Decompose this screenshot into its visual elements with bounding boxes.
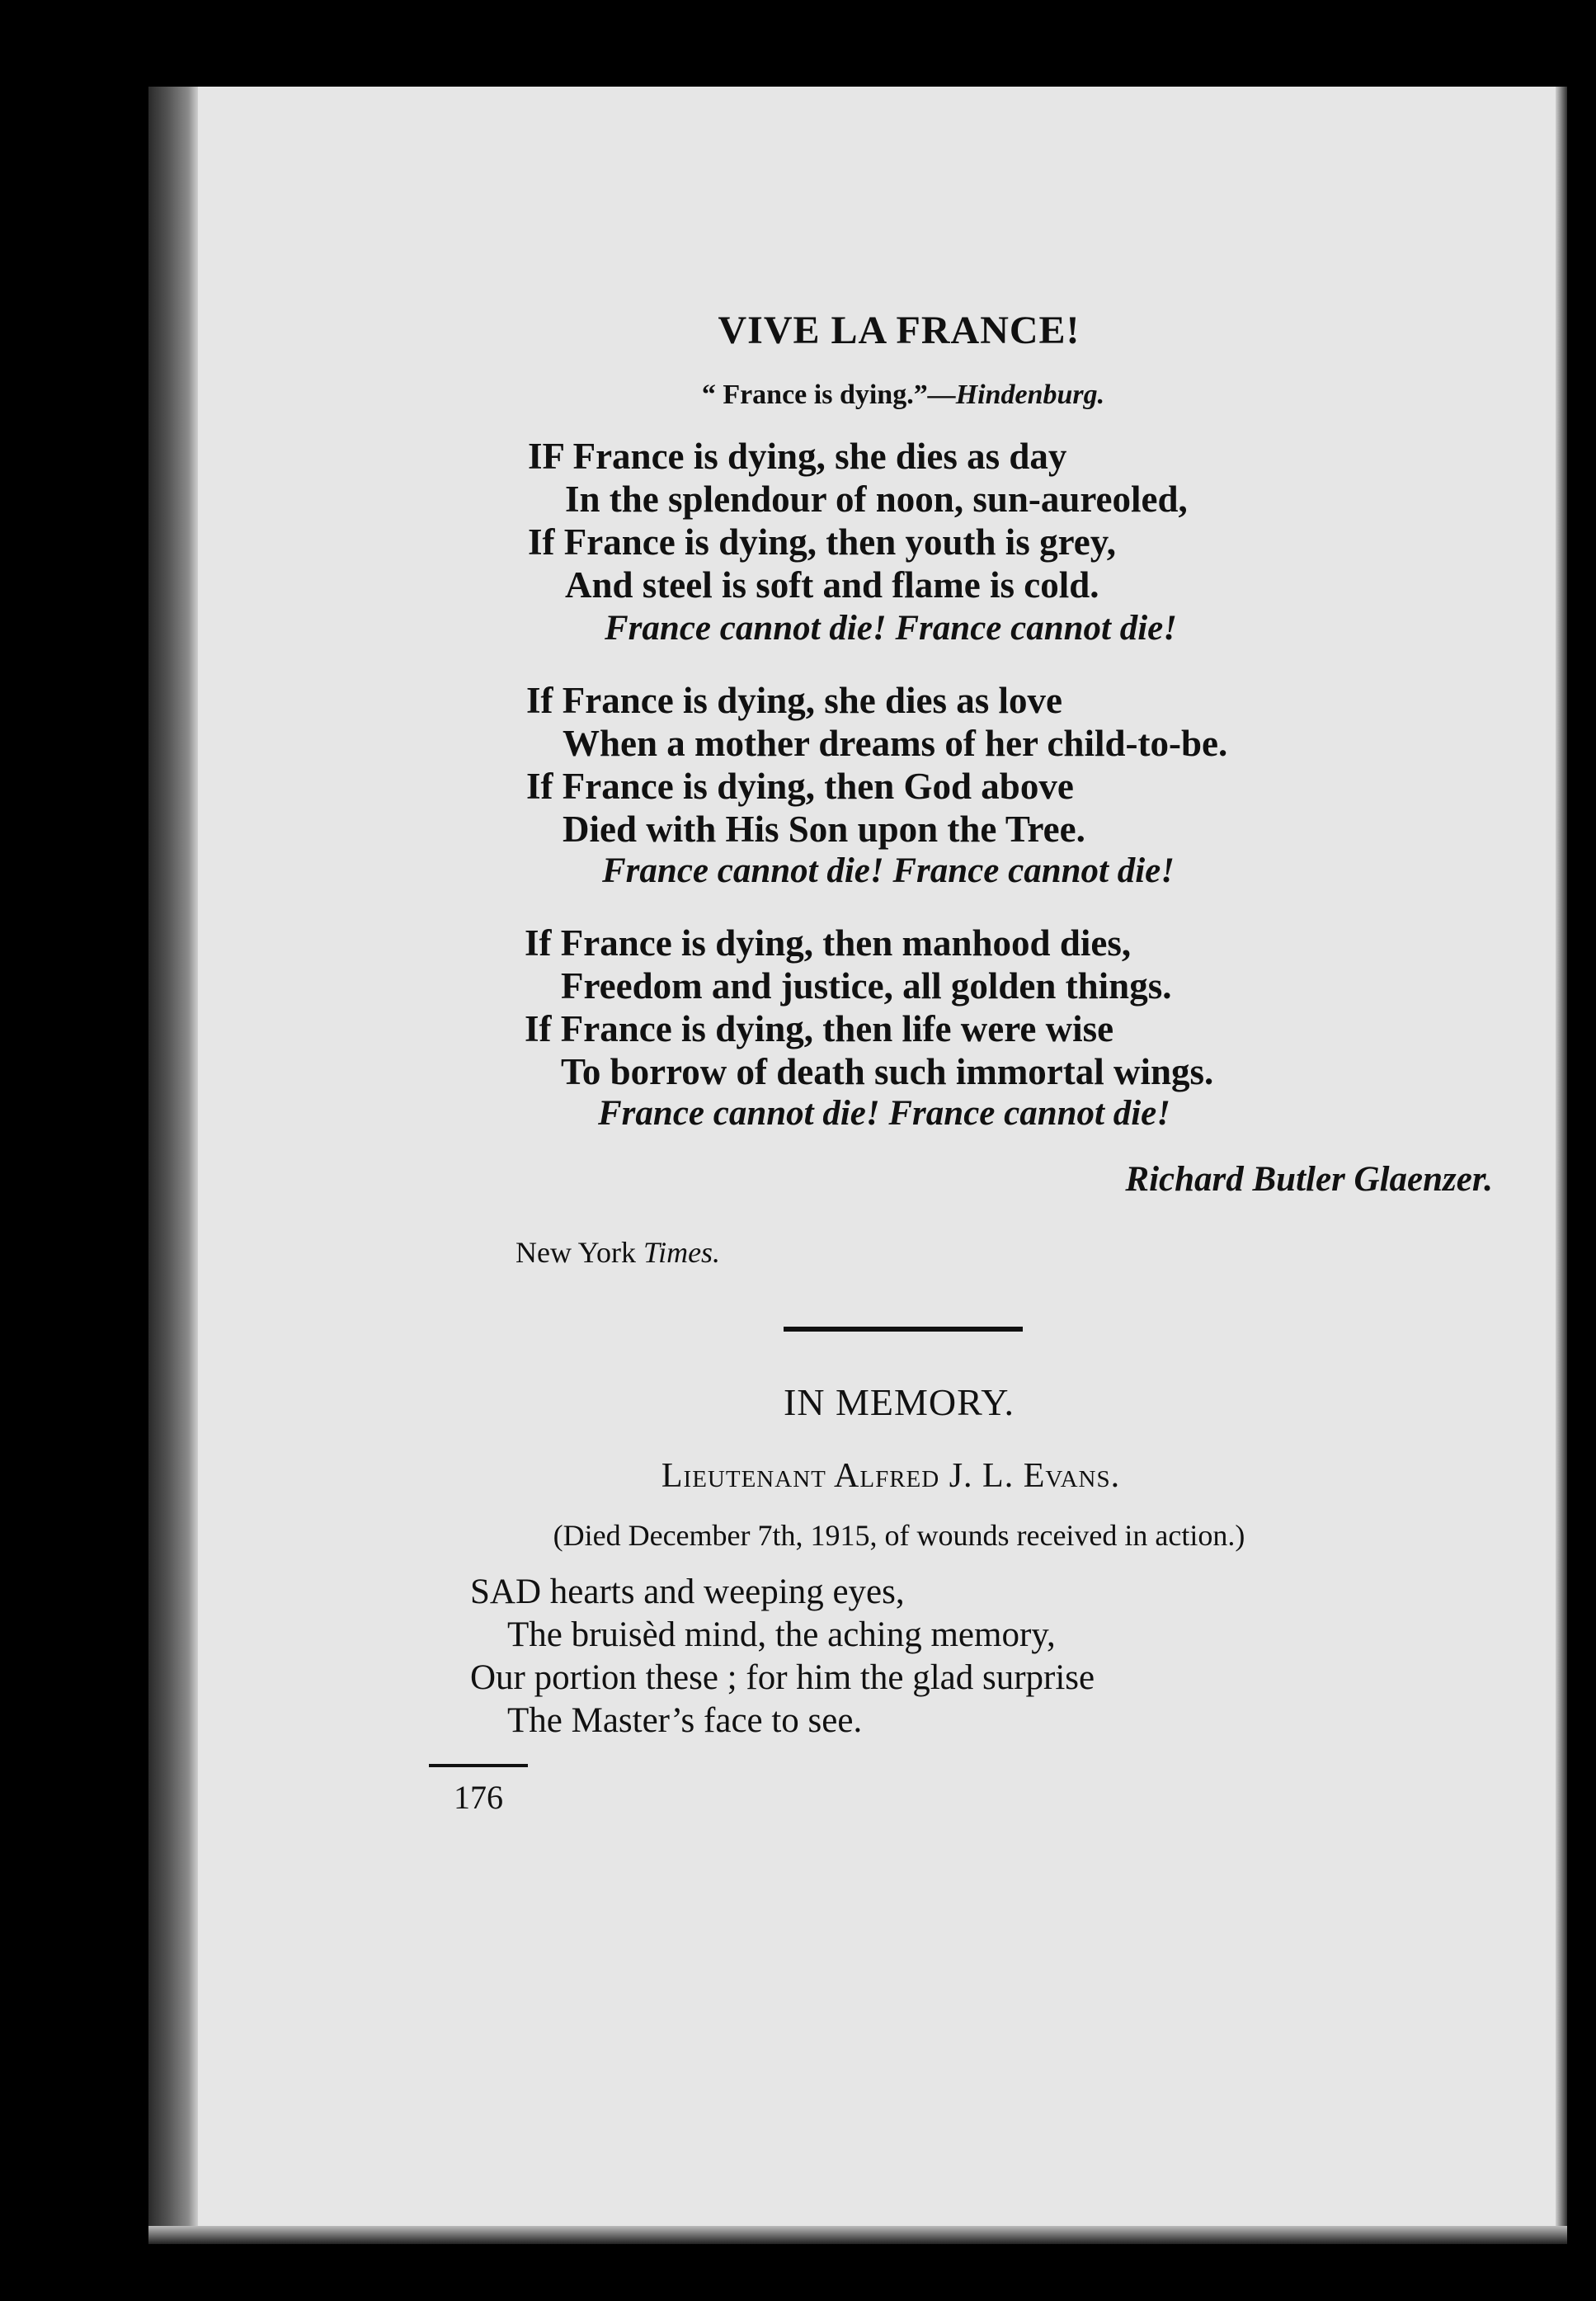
stanza2-refrain: France cannot die! France cannot die! [602,851,1175,890]
source-prefix: New York [516,1236,644,1269]
source-italic: Times. [643,1236,721,1269]
poem-signature: Richard Butler Glaenzer. [1125,1160,1493,1199]
epigraph [635,380,1171,411]
footer-rule [429,1764,528,1767]
stanza2-line2: When a mother dreams of her child-to-be. [563,723,1228,764]
memory-line3: Our portion these ; for him the glad surprise [470,1658,1095,1697]
stanza3-line2: Freedom and justice, all golden things. [561,965,1172,1007]
stanza3-line1: If France is dying, then manhood dies, [525,922,1132,964]
memory-line1: SAD hearts and weeping eyes, [470,1573,905,1611]
memory-title: IN MEMORY. [783,1381,1015,1423]
page-number: 176 [454,1779,503,1816]
memory-line4: The Master’s face to see. [507,1701,863,1740]
book-spine [148,87,198,2244]
stanza1-line4: And steel is soft and flame is cold. [565,564,1099,606]
memory-subject: Lieutenant Alfred J. L. Evans. [661,1457,1121,1495]
stanza3-line3: If France is dying, then life were wise [525,1008,1114,1049]
stanza3-line4: To borrow of death such immortal wings. [561,1051,1214,1092]
stanza1-refrain: France cannot die! France cannot die! [605,609,1178,648]
poem-title: VIVE LA FRANCE! [718,309,1080,352]
epigraph-author: —Hindenburg. [927,380,1105,410]
stanza1-line1: IF France is dying, she dies as day [528,436,1067,477]
stanza1-line2: In the splendour of noon, sun-aureoled, [565,479,1188,520]
page-edge-right [1556,87,1567,2244]
stanza2-line3: If France is dying, then God above [526,766,1074,807]
stanza1-line3: If France is dying, then youth is grey, [528,521,1116,563]
stanza3-refrain: France cannot die! France cannot die! [598,1094,1171,1133]
stanza2-line4: Died with His Son upon the Tree. [563,809,1085,850]
stanza2-line1: If France is dying, she dies as love [526,680,1063,721]
page-edge-bottom [148,2226,1567,2244]
book-page [148,87,1567,2244]
poem-source [516,1235,720,1270]
memory-line2: The bruisèd mind, the aching memory, [507,1615,1056,1654]
memory-note: (Died December 7th, 1915, of wounds received in action.) [553,1519,1245,1552]
epigraph-quote: “ France is dying.” [701,380,928,410]
section-divider [784,1327,1023,1332]
